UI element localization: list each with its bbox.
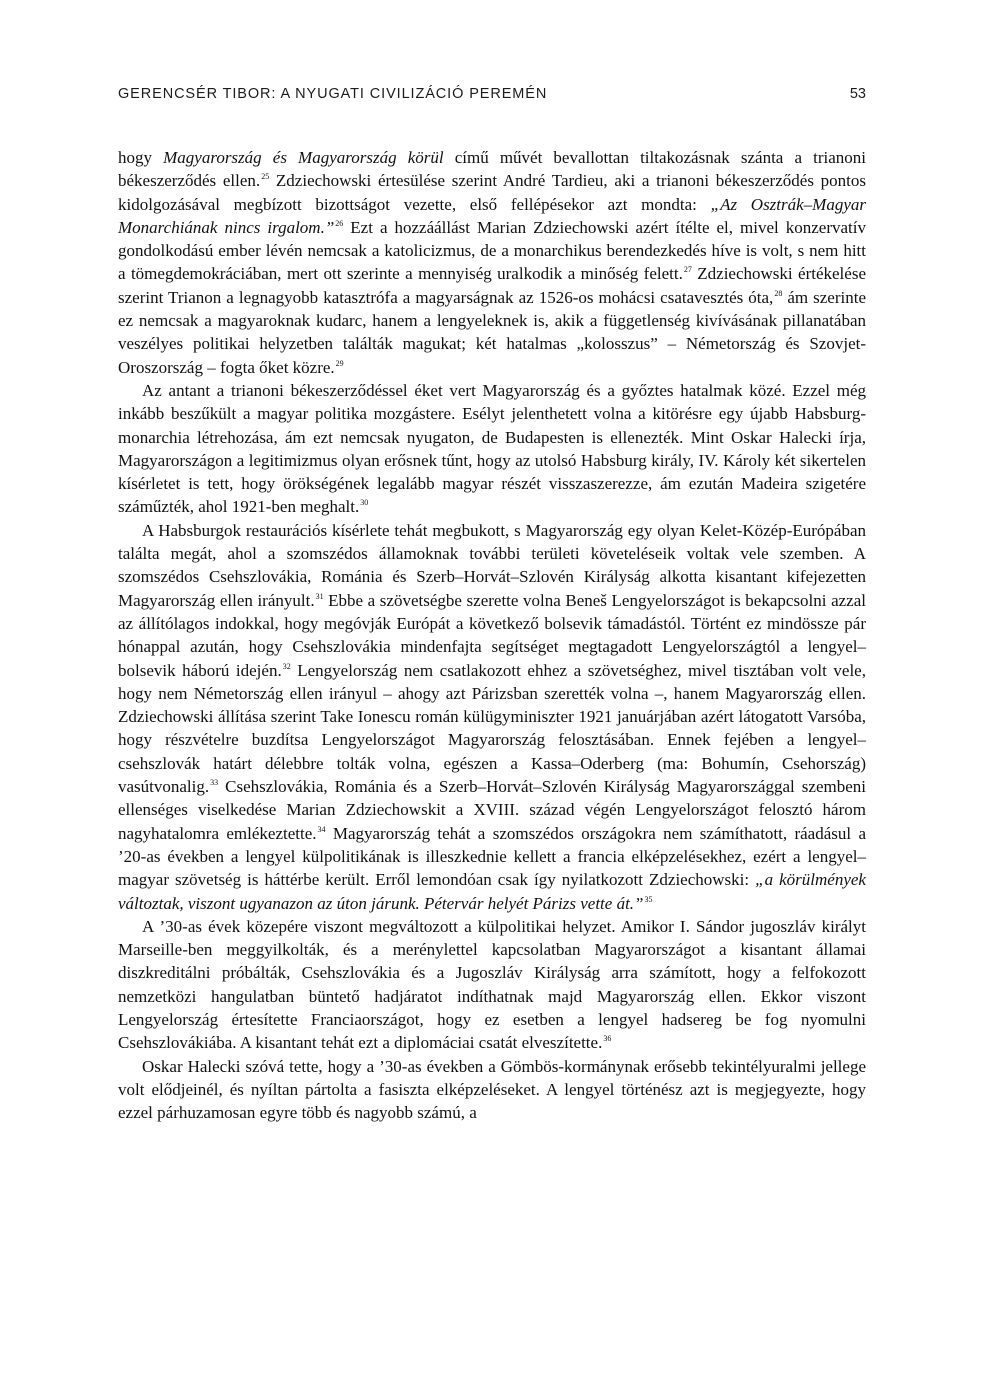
text-run: Oskar Halecki szóvá tette, hogy a ’30-as években a Gömbös-kormánynak erősebb tekintélyuralmi jellege volt elődjeinél, és nyíltan pártolta a fasiszta elképzeléseket. A lengyel történész azt is megjegyezte, hogy ezzel párhuzamosan egyre több és nagyobb számú, a (118, 1056, 866, 1123)
footnote-ref: 34 (317, 824, 326, 834)
text-run: Csehszlovákia, Románia és a Szerb–Horvát–Szlovén Királyság Magyarországgal szembeni ellenséges viselkedése Marian Zdziechowskit a XVIII. század végén Lengyelországot felosztó három nagyhatalomra emlékeztette. (118, 777, 866, 843)
paragraph (118, 519, 866, 915)
footnote-ref: 32 (282, 661, 291, 671)
text-run: hogy (118, 148, 164, 167)
page-number: 53 (849, 86, 866, 102)
italic-text: „a körülmények változtak, viszont ugyanazon az úton járunk. Pétervár helyét Párizs vette át.” (118, 870, 866, 913)
running-header (118, 86, 866, 108)
body-text (118, 146, 866, 1124)
text-run: Az antant a trianoni békeszerződéssel éket vert Magyarország és a győztes hatalmak közé. Ezzel még inkább beszűkült a magyar politika mozgástere. Esélyt jelenthetett volna a kitörésre egy újabb Habsburg-monarchia létrehozása, ám ezt nemcsak nyugaton, de Budapesten is ellenezték. Mint Oskar Halecki írja, Magyarországon a legitimizmus olyan erősnek tűnt, hogy az utolsó Habsburg király, IV. Károly két sikertelen kísérletet is tett, hogy örökségének legalább magyar részét visszaszerezze, ám ezután Madeira szigetére száműzték, ahol 1921-ben meghalt. (118, 380, 866, 517)
italic-text: Magyarország és Magyarország körül (163, 148, 444, 167)
text-run: Ezt a hozzáállást Marian Zdziechowski azért ítélte el, mivel konzervatív gondolkodású ember lévén nemcsak a katolicizmus, de a monarchikus berendezkedés híve is volt, s nem hitt a tömegdemokráciában, mert ott szerinte a mennyiség uralkodik a minőség felett. (118, 217, 866, 284)
text-run: Lengyelország nem csatlakozott ehhez a szövetséghez, mivel tisztában volt vele, hogy nem Németország ellen irányul – ahogy azt Párizsban szerették volna –, hanem Magyarország ellen. Zdziechowski állítása szerint Take Ionescu román külügyminiszter 1921 januárjában azért látogatott Varsóba, hogy részvételre buzdítsa Lengyelországot Magyarország felosztásában. Ennek fejében a lengyel–csehszlovák határt délebbre tolták volna, egészen a Kassa–Oderberg (ma: Bohumín, Csehország) vasútvonalig. (118, 660, 866, 797)
footnote-ref: 30 (360, 498, 369, 508)
footnote-ref: 35 (644, 894, 653, 904)
footnote-ref: 33 (210, 778, 219, 788)
footnote-ref: 26 (335, 218, 344, 228)
text-run: Magyarország tehát a szomszédos országokra nem számíthatott, ráadásul a ’20-as években a lengyel külpolitikának is illeszkednie kellett a francia elképzelésekhez, ezért a lengyel–magyar szövetség is háttérbe került. Erről lemondóan csak így nyilatkozott Zdziechowski: (118, 823, 866, 890)
footnote-ref: 25 (261, 172, 270, 182)
running-title: GERENCSÉR TIBOR: A NYUGATI CIVILIZÁCIÓ PEREMÉN (118, 86, 548, 102)
text-run: Zdziechowski értékelése szerint Trianon a legnagyobb katasztrófa a magyarságnak az 1526-os mohácsi csatavesztés óta, (118, 264, 866, 307)
footnote-ref: 31 (315, 591, 324, 601)
italic-text: „Az Osztrák–Magyar Monarchiának nincs irgalom.” (118, 194, 867, 237)
paragraph (118, 915, 866, 1055)
footnote-ref: 36 (603, 1034, 612, 1044)
footnote-ref: 29 (335, 358, 344, 368)
paragraph (118, 379, 866, 519)
footnote-ref: 27 (683, 265, 692, 275)
text-run: Ebbe a szövetségbe szerette volna Beneš Lengyelországot is bekapcsolni azzal az állítólagos indokkal, hogy megóvják Európát a következő bolsevik támadástól. Történt ez mindössze pár hónappal azután, hogy Csehszlovákia mindenfajta segítséget megtagadott Lengyelországtól a lengyel–bolsevik háború idején. (118, 590, 866, 680)
text-run: ám szerinte ez nemcsak a magyaroknak kudarc, hanem a lengyeleknek is, akik a függetlenség kivívásának pillanatában veszélyes politikai helyzetben találták magukat; két hatalmas „kolosszus” – Németország és Szovjet-Oroszország – fogta őket közre. (118, 287, 866, 377)
footnote-ref: 28 (774, 288, 783, 298)
text-run: Zdziechowski értesülése szerint André Tardieu, aki a trianoni békeszerződés pontos kidolgozásával megbízott bizottságot vezette, első fellépésekor azt mondta: (118, 171, 866, 214)
paragraph (118, 146, 866, 379)
text-run: című művét bevallottan tiltakozásnak szánta a trianoni békeszerződés ellen. (118, 148, 866, 191)
text-run: A ’30-as évek közepére viszont megváltozott a külpolitikai helyzet. Amikor I. Sándor jugoszláv királyt Marseille-ben meggyilkolták, és a merénylettel kapcsolatban Magyarországot a kisantant államai diszkreditálni próbálták, Csehszlovákia és a Jugoszláv Királyság arra számított, hogy a felfokozott nemzetközi hangulatban büntető hadjáratot indíthatnak majd Magyarország ellen. Ekkor viszont Lengyelország értesítette Franciaországot, hogy ez esetben a lengyel hadsereg be fog nyomulni Csehszlovákiába. A kisantant tehát ezt a diplomáciai csatát elveszítette. (118, 916, 866, 1053)
text-run: A Habsburgok restaurációs kísérlete tehát megbukott, s Magyarország egy olyan Kelet-Közép-Európában találta megát, ahol a szomszédos államoknak további területi követeléseik voltak vele szemben. A szomszédos Csehszlovákia, Románia és Szerb–Horvát–Szlovén Királyság alkotta kisantant kifejezetten Magyarország ellen irányult. (118, 520, 866, 610)
paragraph (118, 1055, 866, 1125)
